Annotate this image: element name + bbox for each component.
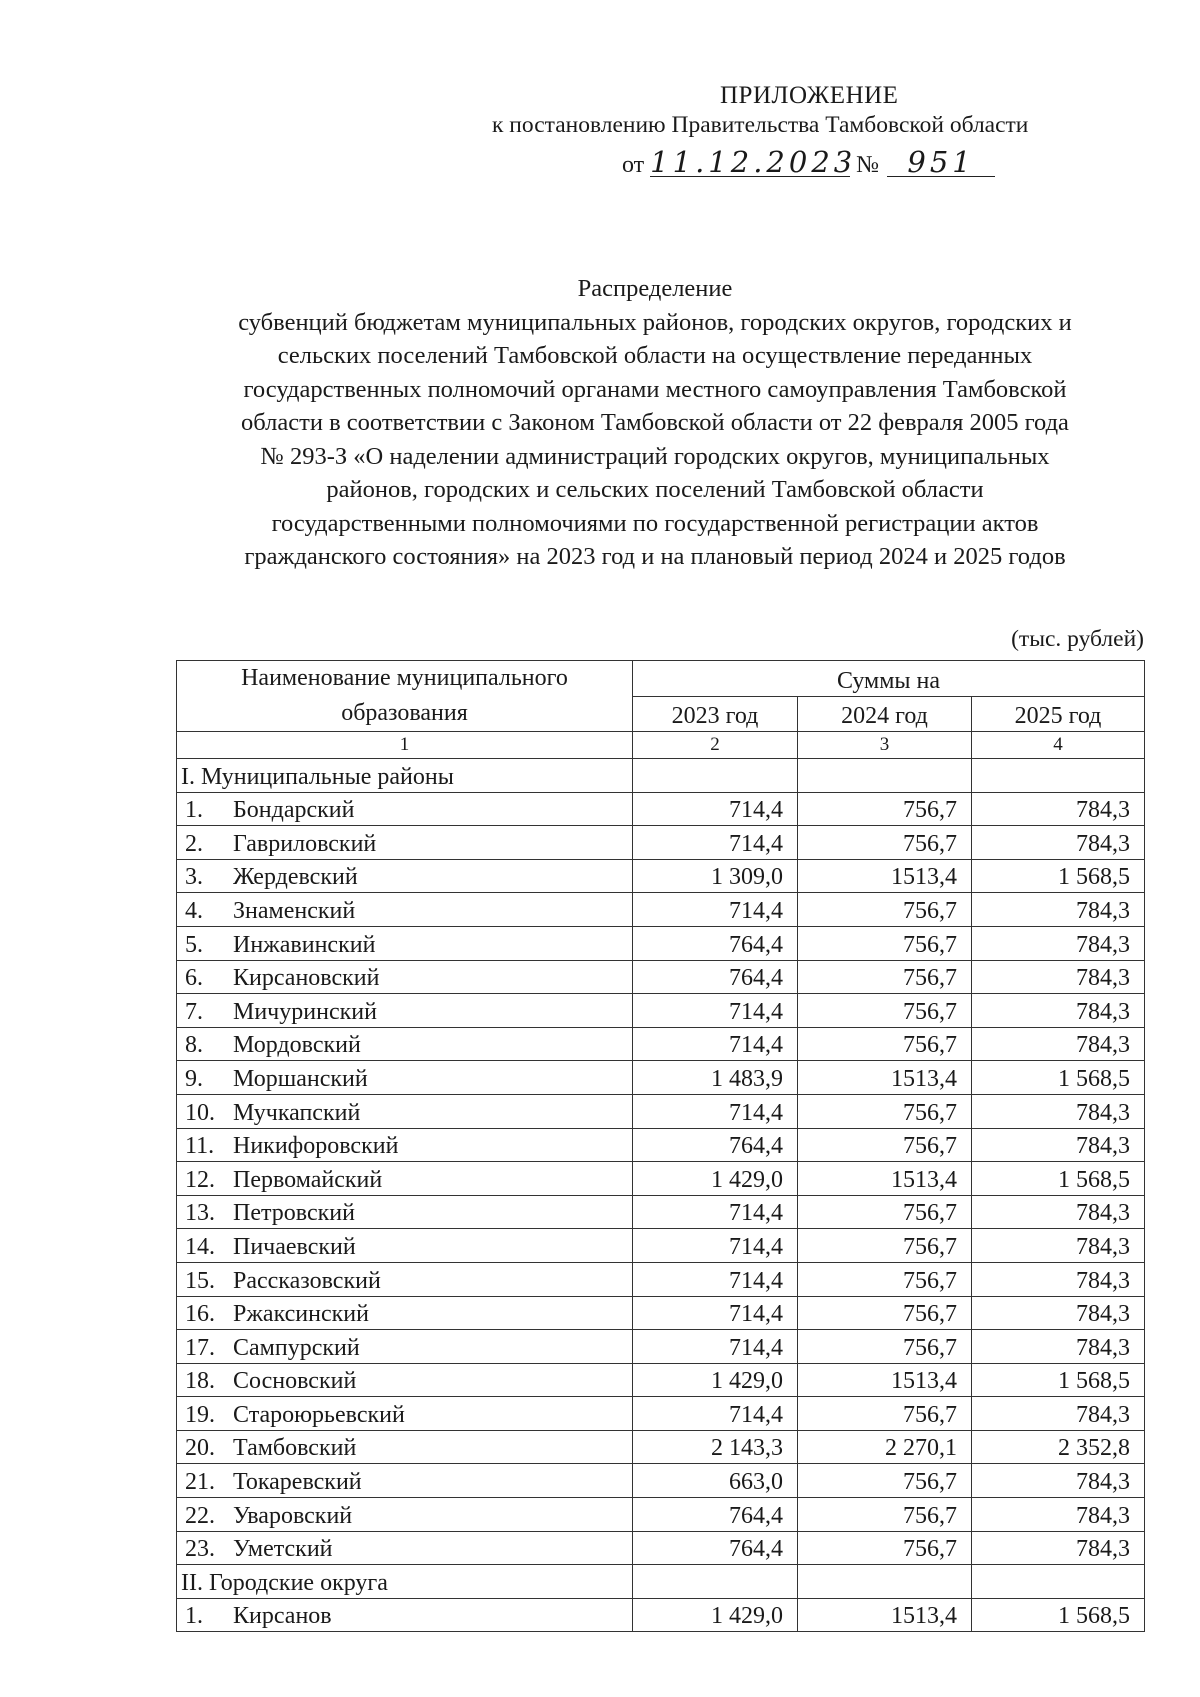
- heading-line: субвенций бюджетам муниципальных районов, городских округов, городских и: [238, 308, 1072, 336]
- row-number: 16.: [185, 1301, 215, 1328]
- row-number: 1.: [185, 1603, 203, 1630]
- row-number: 14.: [185, 1233, 215, 1260]
- amount-y2025: 784,3: [972, 1027, 1145, 1061]
- heading-line: государственных полномочий органами местного самоуправления Тамбовской: [243, 375, 1067, 403]
- amount-y2025: 784,3: [972, 893, 1145, 927]
- row-number: 7.: [185, 998, 203, 1025]
- appendix-title: ПРИЛОЖЕНИЕ: [720, 82, 899, 109]
- amount-y2025: 1 568,5: [972, 1162, 1145, 1196]
- municipality-cell: [177, 1531, 633, 1565]
- amount-y2025: 784,3: [972, 1498, 1145, 1532]
- empty-cell: [798, 759, 972, 793]
- row-number: 13.: [185, 1200, 215, 1227]
- amount-y2025: 784,3: [972, 1296, 1145, 1330]
- amount-y2024: 756,7: [798, 1531, 972, 1565]
- row-number: 6.: [185, 965, 203, 992]
- municipality-cell: [177, 1229, 633, 1263]
- municipality-cell: [177, 1363, 633, 1397]
- municipality-cell: [177, 1061, 633, 1095]
- municipality-name: Знаменский: [233, 897, 356, 924]
- table-row: [177, 994, 1145, 1028]
- amount-y2025: 784,3: [972, 1464, 1145, 1498]
- amount-y2025: 784,3: [972, 926, 1145, 960]
- municipality-cell: [177, 994, 633, 1028]
- table-row: [177, 1128, 1145, 1162]
- amount-y2025: 1 568,5: [972, 1363, 1145, 1397]
- table-row: [177, 792, 1145, 826]
- amount-y2024: 756,7: [798, 792, 972, 826]
- row-number: 19.: [185, 1401, 215, 1428]
- amount-y2024: 1513,4: [798, 859, 972, 893]
- amount-y2024: 756,7: [798, 1229, 972, 1263]
- amount-y2024: 2 270,1: [798, 1430, 972, 1464]
- amount-y2025: 784,3: [972, 1195, 1145, 1229]
- table-row: [177, 826, 1145, 860]
- section-row: [177, 759, 1145, 793]
- row-number: 22.: [185, 1502, 215, 1529]
- amount-y2023: 714,4: [633, 893, 798, 927]
- subvention-table: [176, 660, 1145, 1632]
- amount-y2025: 784,3: [972, 960, 1145, 994]
- municipality-cell: [177, 1094, 633, 1128]
- column-number: 4: [972, 732, 1145, 759]
- amount-y2025: 784,3: [972, 826, 1145, 860]
- row-number: 18.: [185, 1368, 215, 1395]
- number-prefix: №: [856, 152, 880, 178]
- section-title: I. Муниципальные районы: [177, 759, 633, 793]
- amount-y2024: 756,7: [798, 893, 972, 927]
- row-number: 5.: [185, 931, 203, 958]
- municipality-cell: [177, 1195, 633, 1229]
- amount-y2023: 714,4: [633, 1296, 798, 1330]
- amount-y2025: 784,3: [972, 1330, 1145, 1364]
- amount-y2025: 784,3: [972, 1397, 1145, 1431]
- amount-y2023: 1 309,0: [633, 859, 798, 893]
- municipality-name: Петровский: [233, 1200, 355, 1227]
- table-row: [177, 1094, 1145, 1128]
- heading-line: районов, городских и сельских поселений Тамбовской области: [326, 476, 984, 503]
- column-number: 3: [798, 732, 972, 759]
- table-row: [177, 1061, 1145, 1095]
- row-number: 8.: [185, 1032, 203, 1059]
- document-heading: [155, 272, 1155, 574]
- amount-y2023: 714,4: [633, 1397, 798, 1431]
- amount-y2023: 714,4: [633, 1229, 798, 1263]
- municipality-name: Уметский: [233, 1536, 333, 1563]
- amount-y2023: 1 429,0: [633, 1162, 798, 1196]
- amount-y2024: 1513,4: [798, 1061, 972, 1095]
- table-row: [177, 859, 1145, 893]
- heading-line: области в соответствии с Законом Тамбовской области от 22 февраля 2005 года: [241, 409, 1069, 436]
- municipality-cell: [177, 1464, 633, 1498]
- amount-y2023: 714,4: [633, 1027, 798, 1061]
- municipality-cell: [177, 859, 633, 893]
- table-row: [177, 1296, 1145, 1330]
- amount-y2023: 764,4: [633, 1531, 798, 1565]
- row-number: 4.: [185, 897, 203, 924]
- column-number-row: [177, 732, 1145, 759]
- table-row: [177, 1027, 1145, 1061]
- heading-line: сельских поселений Тамбовской области на осуществление переданных: [277, 342, 1033, 369]
- row-number: 12.: [185, 1166, 215, 1193]
- amount-y2023: 714,4: [633, 826, 798, 860]
- heading-line: № 293-З «О наделении администраций городских округов, муниципальных: [260, 442, 1050, 470]
- row-number: 1.: [185, 797, 203, 824]
- municipality-cell: [177, 1128, 633, 1162]
- municipality-cell: [177, 1162, 633, 1196]
- year-header: 2025 год: [972, 696, 1145, 732]
- amount-y2024: 756,7: [798, 1397, 972, 1431]
- amount-y2023: 1 429,0: [633, 1363, 798, 1397]
- column-number: 1: [177, 732, 633, 759]
- amount-y2025: 1 568,5: [972, 1598, 1145, 1632]
- row-number: 10.: [185, 1099, 215, 1126]
- municipality-name: Инжавинский: [233, 931, 376, 958]
- municipality-name: Кирсанов: [233, 1603, 332, 1630]
- sums-header: Суммы на: [633, 661, 1145, 697]
- amount-y2024: 756,7: [798, 1330, 972, 1364]
- municipality-name: Уваровский: [233, 1502, 353, 1529]
- table-row: [177, 1498, 1145, 1532]
- amount-y2024: 756,7: [798, 1195, 972, 1229]
- amount-y2025: 1 568,5: [972, 1061, 1145, 1095]
- municipality-cell: [177, 1262, 633, 1296]
- amount-y2025: 784,3: [972, 1531, 1145, 1565]
- table-row: [177, 1397, 1145, 1431]
- row-number: 2.: [185, 830, 203, 857]
- empty-cell: [798, 1565, 972, 1599]
- amount-y2024: 756,7: [798, 1296, 972, 1330]
- amount-y2025: 784,3: [972, 792, 1145, 826]
- column-number: 2: [633, 732, 798, 759]
- municipality-name: Мичуринский: [233, 998, 377, 1025]
- table-row: [177, 1531, 1145, 1565]
- municipality-cell: [177, 792, 633, 826]
- unit-note: (тыс. рублей): [1011, 626, 1144, 652]
- row-number: 17.: [185, 1334, 215, 1361]
- amount-y2023: 764,4: [633, 960, 798, 994]
- name-column-header: Наименование муниципального образования: [177, 661, 633, 732]
- amount-y2024: 756,7: [798, 960, 972, 994]
- table-row: [177, 926, 1145, 960]
- empty-cell: [972, 759, 1145, 793]
- municipality-cell: [177, 893, 633, 927]
- municipality-name: Рассказовский: [233, 1267, 381, 1294]
- amount-y2023: 764,4: [633, 1128, 798, 1162]
- amount-y2023: 1 429,0: [633, 1598, 798, 1632]
- municipality-cell: [177, 960, 633, 994]
- municipality-cell: [177, 1397, 633, 1431]
- table-row: [177, 1195, 1145, 1229]
- date-prefix: от: [622, 152, 645, 178]
- amount-y2024: 1513,4: [798, 1162, 972, 1196]
- table-row: [177, 893, 1145, 927]
- handwritten-number: 951: [887, 148, 995, 177]
- municipality-name: Мордовский: [233, 1032, 361, 1059]
- municipality-cell: [177, 1498, 633, 1532]
- table-row: [177, 1464, 1145, 1498]
- municipality-name: Тамбовский: [233, 1435, 357, 1462]
- heading-line: гражданского состояния» на 2023 год и на плановый период 2024 и 2025 годов: [244, 543, 1066, 570]
- table-row: [177, 1430, 1145, 1464]
- municipality-name: Никифоровский: [233, 1133, 399, 1160]
- amount-y2023: 663,0: [633, 1464, 798, 1498]
- amount-y2023: 714,4: [633, 1262, 798, 1296]
- amount-y2025: 2 352,8: [972, 1430, 1145, 1464]
- appendix-subtitle: к постановлению Правительства Тамбовской области: [492, 112, 1029, 138]
- municipality-name: Жердевский: [233, 864, 358, 891]
- row-number: 21.: [185, 1469, 215, 1496]
- row-number: 15.: [185, 1267, 215, 1294]
- amount-y2025: 784,3: [972, 1262, 1145, 1296]
- amount-y2024: 756,7: [798, 994, 972, 1028]
- amount-y2023: 714,4: [633, 1330, 798, 1364]
- municipality-cell: [177, 1430, 633, 1464]
- amount-y2025: 784,3: [972, 1229, 1145, 1263]
- municipality-cell: [177, 826, 633, 860]
- amount-y2023: 764,4: [633, 926, 798, 960]
- amount-y2025: 784,3: [972, 994, 1145, 1028]
- municipality-name: Токаревский: [233, 1469, 362, 1496]
- municipality-name: Мучкапский: [233, 1099, 361, 1126]
- heading-line: Распределение: [577, 275, 733, 302]
- amount-y2023: 714,4: [633, 994, 798, 1028]
- municipality-cell: [177, 1598, 633, 1632]
- row-number: 23.: [185, 1536, 215, 1563]
- municipality-name: Ржаксинский: [233, 1301, 369, 1328]
- municipality-cell: [177, 1296, 633, 1330]
- amount-y2024: 756,7: [798, 1464, 972, 1498]
- amount-y2024: 756,7: [798, 826, 972, 860]
- municipality-name: Первомайский: [233, 1166, 383, 1193]
- section-title: II. Городские округа: [177, 1565, 633, 1599]
- amount-y2024: 1513,4: [798, 1363, 972, 1397]
- year-header: 2024 год: [798, 696, 972, 732]
- amount-y2024: 756,7: [798, 1262, 972, 1296]
- amount-y2024: 1513,4: [798, 1598, 972, 1632]
- table-row: [177, 1363, 1145, 1397]
- amount-y2024: 756,7: [798, 1128, 972, 1162]
- table-row: [177, 1262, 1145, 1296]
- amount-y2023: 714,4: [633, 792, 798, 826]
- municipality-cell: [177, 926, 633, 960]
- municipality-name: Сосновский: [233, 1368, 357, 1395]
- table-row: [177, 960, 1145, 994]
- amount-y2023: 2 143,3: [633, 1430, 798, 1464]
- amount-y2024: 756,7: [798, 1027, 972, 1061]
- section-row: [177, 1565, 1145, 1599]
- amount-y2024: 756,7: [798, 926, 972, 960]
- row-number: 9.: [185, 1065, 203, 1092]
- row-number: 20.: [185, 1435, 215, 1462]
- table-row: [177, 1229, 1145, 1263]
- empty-cell: [633, 1565, 798, 1599]
- municipality-cell: [177, 1027, 633, 1061]
- heading-line: государственными полномочиями по государственной регистрации актов: [271, 509, 1039, 537]
- row-number: 3.: [185, 864, 203, 891]
- amount-y2023: 1 483,9: [633, 1061, 798, 1095]
- municipality-name: Моршанский: [233, 1065, 368, 1092]
- amount-y2025: 784,3: [972, 1128, 1145, 1162]
- appendix-date-row: [622, 145, 995, 179]
- year-header: 2023 год: [633, 696, 798, 732]
- amount-y2025: 1 568,5: [972, 859, 1145, 893]
- municipality-name: Сампурский: [233, 1334, 360, 1361]
- municipality-cell: [177, 1330, 633, 1364]
- empty-cell: [633, 759, 798, 793]
- municipality-name: Староюрьевский: [233, 1401, 405, 1428]
- amount-y2023: 714,4: [633, 1195, 798, 1229]
- municipality-name: Пичаевский: [233, 1233, 356, 1260]
- table-row: [177, 1330, 1145, 1364]
- amount-y2024: 756,7: [798, 1094, 972, 1128]
- amount-y2023: 714,4: [633, 1094, 798, 1128]
- municipality-name: Кирсановский: [233, 965, 380, 992]
- handwritten-date: 11.12.2023: [650, 145, 857, 179]
- amount-y2024: 756,7: [798, 1498, 972, 1532]
- amount-y2023: 764,4: [633, 1498, 798, 1532]
- municipality-name: Гавриловский: [233, 830, 377, 857]
- municipality-name: Бондарский: [233, 797, 355, 824]
- table-row: [177, 1598, 1145, 1632]
- table-row: [177, 1162, 1145, 1196]
- empty-cell: [972, 1565, 1145, 1599]
- row-number: 11.: [185, 1133, 215, 1160]
- amount-y2025: 784,3: [972, 1094, 1145, 1128]
- table-header-row: [177, 661, 1145, 697]
